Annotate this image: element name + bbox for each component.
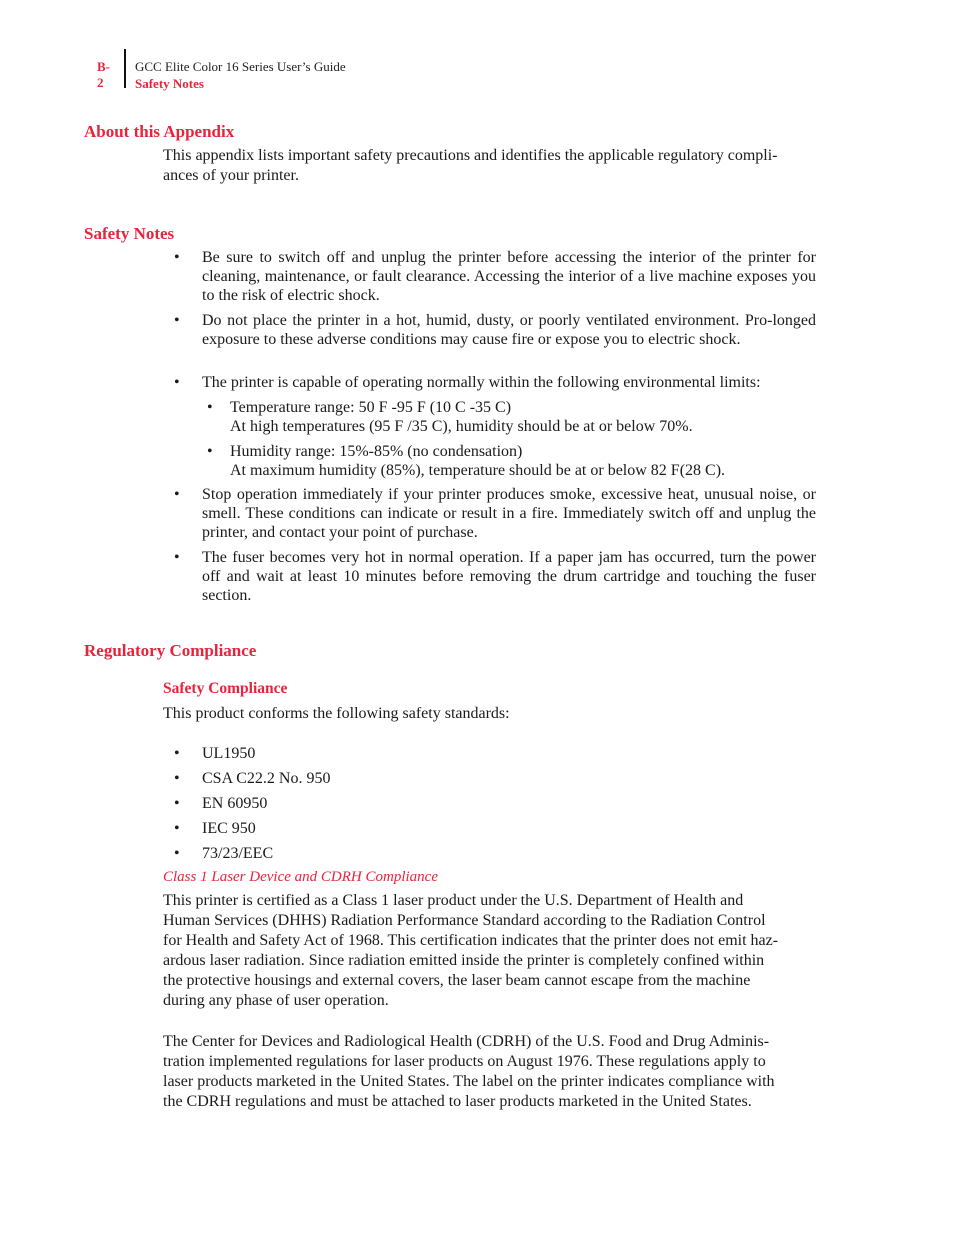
safety-note-text: Stop operation immediately if your printer produces smoke, excessive heat, unusual noise, or smell. These conditions can indicate or result in a fire. Immediately switch off and unplug the printer, and contact your point of purchase. [202,486,816,541]
safety-note-text: The printer is capable of operating normally within the following environmental limits: [202,374,761,391]
safety-note-text: Do not place the printer in a hot, humid, dusty, or poorly ventilated environment. Pro-longed exposure to these adverse conditions may cause fire or expose you to electric shock. [202,312,816,348]
bullet-glyph: • [174,249,180,266]
regulatory-heading: Regulatory Compliance [84,641,257,660]
paragraph-line: The Center for Devices and Radiological Health (CDRH) of the U.S. Food and Drug Adminis- [163,1033,770,1050]
about-heading: About this Appendix [84,122,235,141]
paragraph-line: during any phase of user operation. [163,992,389,1009]
bullet-glyph: • [174,845,180,862]
bullet-glyph: • [207,443,213,460]
limit-line: Temperature range: 50 F -95 F (10 C -35 C) [230,399,512,416]
limit-text [230,442,807,480]
bullet-glyph: • [174,745,180,762]
safety-notes-heading: Safety Notes [84,224,175,243]
safety-note-text: Be sure to switch off and unplug the printer before accessing the interior of the printer for cleaning, maintenance, or fault clearance. Accessing the interior of a live machine exposes you to the risk of electric shock. [202,249,816,304]
standard-label: EN 60950 [202,795,268,812]
safety-note-text: The fuser becomes very hot in normal operation. If a paper jam has occurred, turn the power off and wait at least 10 minutes before removing the drum cartridge and touching the fuser section. [202,549,816,604]
bullet-glyph: • [174,312,180,329]
page-number: B-2 [97,59,110,90]
safety-compliance-heading: Safety Compliance [163,680,288,697]
standard-label: CSA C22.2 No. 950 [202,770,331,787]
laser-paragraph-2 [163,1032,816,1112]
paragraph-line: laser products marketed in the United States. The label on the printer indicates compliance with [163,1073,775,1090]
about-line: This appendix lists important safety precautions and identifies the applicable regulatory compli- [163,147,778,164]
bullet-glyph: • [174,795,180,812]
guide-title: GCC Elite Color 16 Series User’s Guide [135,59,346,74]
paragraph-line: the CDRH regulations and must be attached to laser products marketed in the United States. [163,1093,752,1110]
standard-label: 73/23/EEC [202,845,274,862]
paragraph-line: the protective housings and external covers, the laser beam cannot escape from the machine [163,972,751,989]
paragraph-line: ardous laser radiation. Since radiation emitted inside the printer is completely confined within [163,952,765,969]
laser-compliance-heading: Class 1 Laser Device and CDRH Compliance [163,869,438,885]
bullet-glyph: • [174,820,180,837]
header-divider [124,49,126,88]
bullet-glyph: • [207,399,213,416]
about-line: ances of your printer. [163,167,299,184]
laser-paragraph-1 [163,891,816,1011]
running-section-title: Safety Notes [135,76,204,91]
about-paragraph [163,146,816,186]
standard-label: UL1950 [202,745,256,762]
standard-label: IEC 950 [202,820,256,837]
paragraph-line: This printer is certified as a Class 1 laser product under the U.S. Department of Health and [163,892,744,909]
paragraph-line: for Health and Safety Act of 1968. This certification indicates that the printer does not emit haz- [163,932,779,949]
bullet-glyph: • [174,374,180,391]
bullet-glyph: • [174,486,180,503]
safety-compliance-intro: This product conforms the following safety standards: [163,705,510,722]
bullet-glyph: • [174,549,180,566]
limit-text [230,398,807,436]
paragraph-line: tration implemented regulations for laser products on August 1976. These regulations apply to [163,1053,766,1070]
bullet-glyph: • [174,770,180,787]
limit-line: At maximum humidity (85%), temperature should be at or below 82 F(28 C). [230,462,726,479]
limit-line: At high temperatures (95 F /35 C), humidity should be at or below 70%. [230,418,693,435]
limit-line: Humidity range: 15%-85% (no condensation) [230,443,523,460]
paragraph-line: Human Services (DHHS) Radiation Performance Standard according to the Radiation Control [163,912,766,929]
